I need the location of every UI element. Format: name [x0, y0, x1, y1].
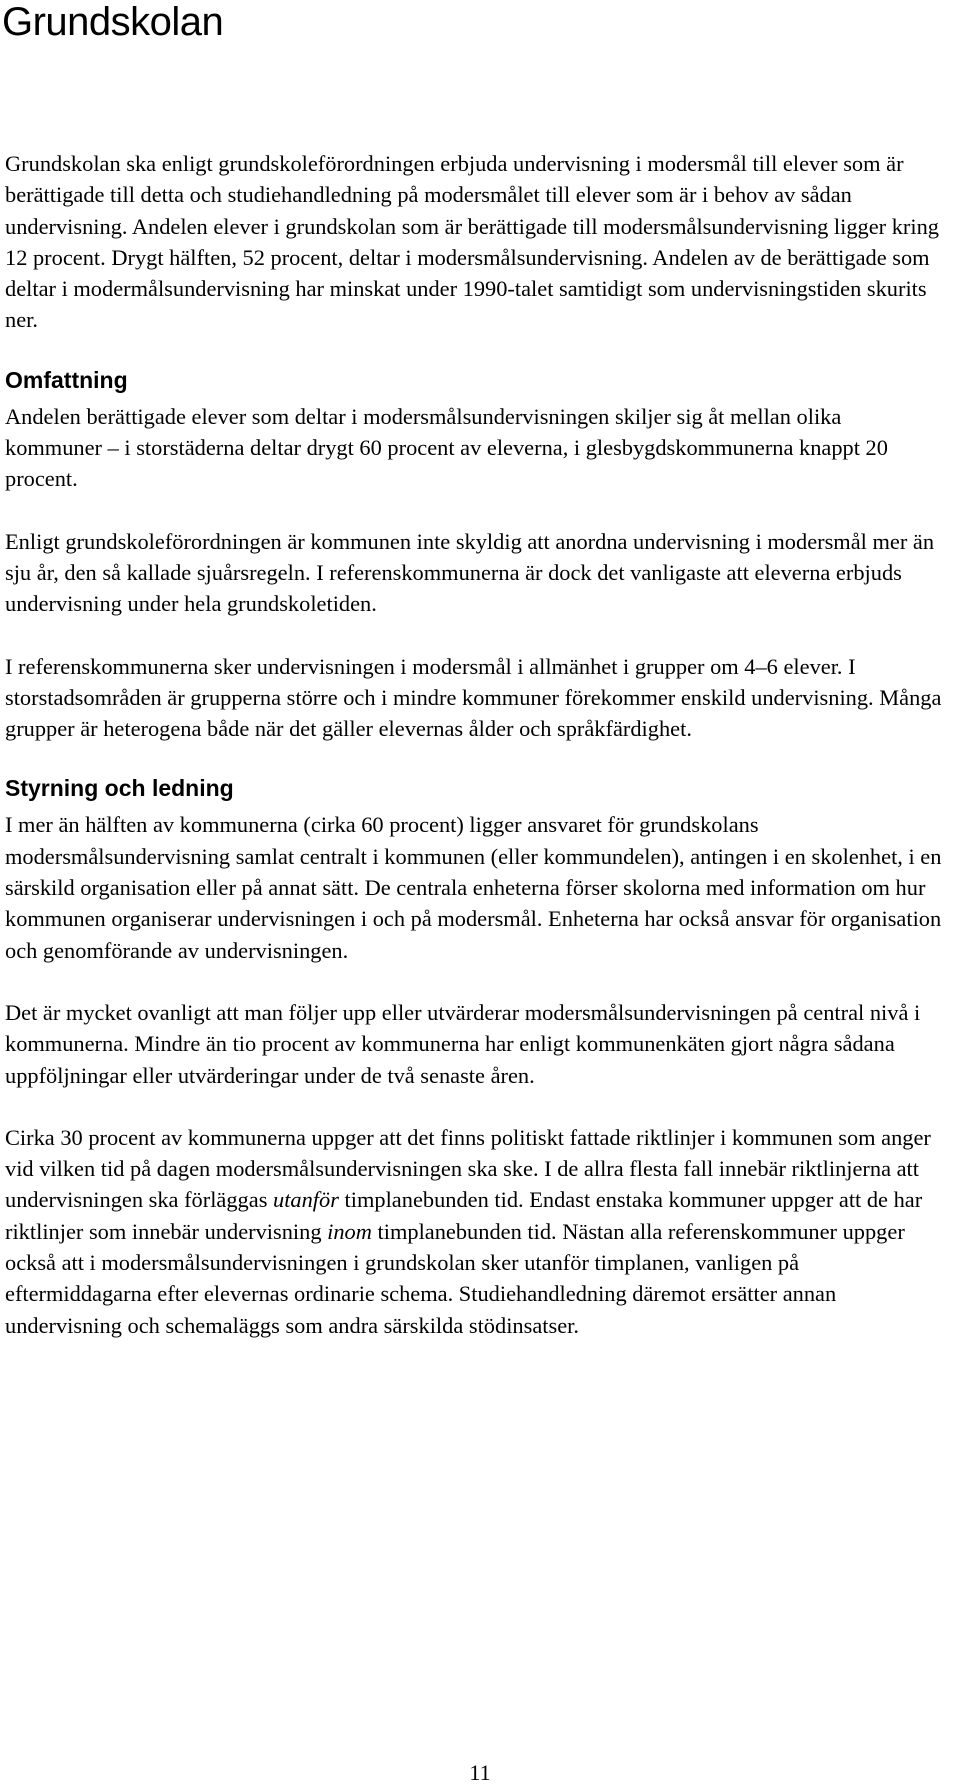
- styrning-p3-part-a: Cirka 30 procent av kommunerna uppger att det finns politiskt fattade riktlinjer i kommunen som anger vid vilken tid på dagen modersmålsundervisningen ska ske. I de allra flesta fall innebär riktlinjerna att undervisningen ska förläggas: [5, 1124, 931, 1213]
- document-body: [5, 148, 943, 1372]
- emphasis-utanfor: utanför: [273, 1187, 339, 1213]
- intro-paragraph: Grundskolan ska enligt grundskoleförordningen erbjuda undervisning i modersmål till elever som är berättigade till detta och studiehandledning på modersmålet till elever som är i behov av sådan undervisning. Andelen elever i grundskolan som är berättigade till modersmålsundervisning ligger kring 12 procent. Drygt hälften, 52 procent, deltar i modersmålsundervisning. Andelen av de berättigade som deltar i modermålsundervisning har minskat under 1990-talet samtidigt som undervisningstiden skurits ner.: [5, 151, 939, 333]
- page-title: Grundskolan: [2, 0, 224, 44]
- omfattning-paragraph-1: Andelen berättigade elever som deltar i modersmålsundervisningen skiljer sig åt mellan olika kommuner – i storstäderna deltar drygt 60 procent av eleverna, i glesbygdskommunerna knappt 20 procent.: [5, 403, 888, 492]
- omfattning-paragraph-3: I referenskommunerna sker undervisningen i modersmål i allmänhet i grupper om 4–6 elever. I storstadsområden är grupperna större och i mindre kommuner förekommer enskild undervisning. Många grupper är heterogena både när det gäller elevernas ålder och språkfärdighet.: [5, 653, 942, 742]
- styrning-paragraph-1: I mer än hälften av kommunerna (cirka 60 procent) ligger ansvaret för grundskolans modersmålsundervisning samlat centralt i kommunen (eller kommundelen), antingen i en skolenhet, i en särskild organisation eller på annat sätt. De centrala enheterna förser skolorna med information om hur kommunen organiserar undervisningen i och på modersmål. Enheterna har också ansvar för organisation och genomförande av undervisningen.: [5, 812, 942, 963]
- emphasis-inom: inom: [327, 1218, 372, 1244]
- styrning-paragraph-2: Det är mycket ovanligt att man följer upp eller utvärderar modersmålsundervisningen på central nivå i kommunerna. Mindre än tio procent av kommunerna har enligt kommunenkäten gjort några sådana uppföljningar eller utvärderingar under de två senaste åren.: [5, 999, 921, 1088]
- styrning-p3-part-b: timplanebunden tid. Endast enstaka kommuner uppger att de har riktlinjer som innebär undervisning: [5, 1187, 923, 1244]
- styrning-p3-part-c: timplanebunden tid. Nästan alla referenskommuner uppger också att i modersmålsundervisningen i grundskolan sker utanför timplanen, vanligen på eftermiddagarna efter elevernas ordinarie schema. Studiehandledning däremot ersätter annan undervisning och schemaläggs som andra särskilda stödinsatser.: [5, 1218, 905, 1338]
- styrning-paragraph-3: [5, 1122, 943, 1341]
- omfattning-paragraph-2: Enligt grundskoleförordningen är kommunen inte skyldig att anordna undervisning i modersmål mer än sju år, den så kallade sjuårsregeln. I referenskommunerna är dock det vanligaste att eleverna erbjuds undervisning under hela grundskoletiden.: [5, 528, 935, 617]
- page-number: 11: [469, 1760, 491, 1785]
- heading-styrning: Styrning och ledning: [5, 775, 234, 802]
- heading-omfattning: Omfattning: [5, 366, 128, 393]
